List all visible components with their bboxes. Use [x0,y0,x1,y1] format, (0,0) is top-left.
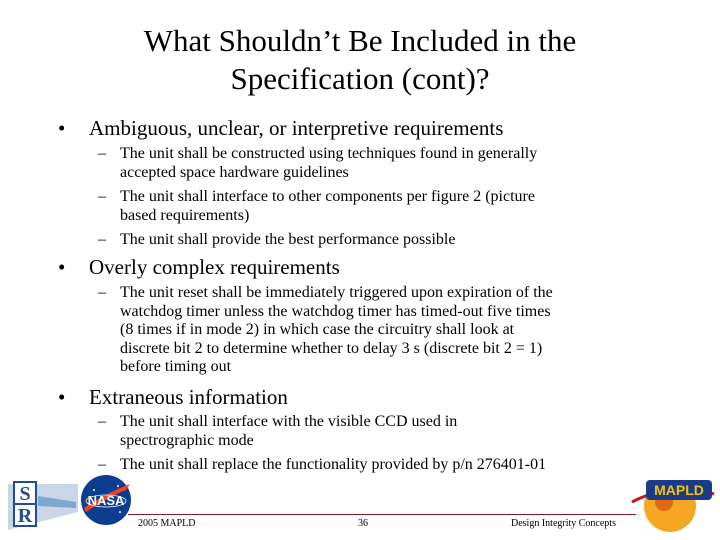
sub-bullet-line: The unit shall provide the best performance possible [120,231,456,248]
sub-bullet-marker: – [98,284,106,301]
sub-bullet-line: The unit shall interface with the visible CCD used in [120,413,458,430]
sub-bullet-line: The unit reset shall be immediately triggered upon expiration of the [120,284,553,301]
sub-bullet-marker: – [98,188,106,205]
mapld-logo [624,472,716,534]
sub-bullet-line: before timing out [120,358,232,375]
sub-bullet-marker: – [98,145,106,162]
svg-text:MAPLD: MAPLD [654,482,704,498]
sub-bullet-marker: – [98,456,106,473]
slide-title-line-1: What Shouldn’t Be Included in the [143,23,577,58]
sub-bullet-line: The unit shall interface to other components per figure 2 (picture [120,188,535,205]
bullet-marker: • [58,385,66,409]
sub-bullet-marker: – [98,231,106,248]
slide-number: 36 [358,518,368,529]
bullet-marker: • [58,255,66,279]
slide-title-line-2: Specification (cont)? [230,61,490,96]
bullet-label: Extraneous information [89,385,288,409]
svg-text:S: S [19,483,31,505]
sr-logo [8,476,78,530]
footer-left: 2005 MAPLD [138,518,196,529]
sub-bullet-line: The unit shall be constructed using techniques found in generally [120,145,538,162]
bullet-marker: • [58,116,66,140]
svg-text:R: R [17,505,33,527]
footer-divider [128,514,636,515]
bullet-label: Overly complex requirements [89,255,340,279]
sub-bullet-line: accepted space hardware guidelines [120,163,349,181]
slide-title [40,22,680,98]
sub-bullet-line: (8 times if in mode 2) in which case the circuitry shall look at [120,321,515,338]
sub-bullet-marker: – [98,413,106,430]
sub-bullet-line: spectrographic mode [120,431,254,449]
nasa-logo [80,474,132,526]
sub-bullet-line: based requirements) [120,206,250,224]
sub-bullet-line: watchdog timer unless the watchdog timer has timed-out five times [120,302,551,320]
bullet-label: Ambiguous, unclear, or interpretive requirements [89,116,504,140]
sub-bullet-line: discrete bit 2 to determine whether to delay 3 s (discrete bit 2 = 1) [120,339,543,357]
sub-bullet-line: The unit shall replace the functionality provided by p/n 276401-01 [120,456,547,473]
footer-right: Design Integrity Concepts [511,518,616,529]
svg-text:NASA: NASA [87,493,125,508]
